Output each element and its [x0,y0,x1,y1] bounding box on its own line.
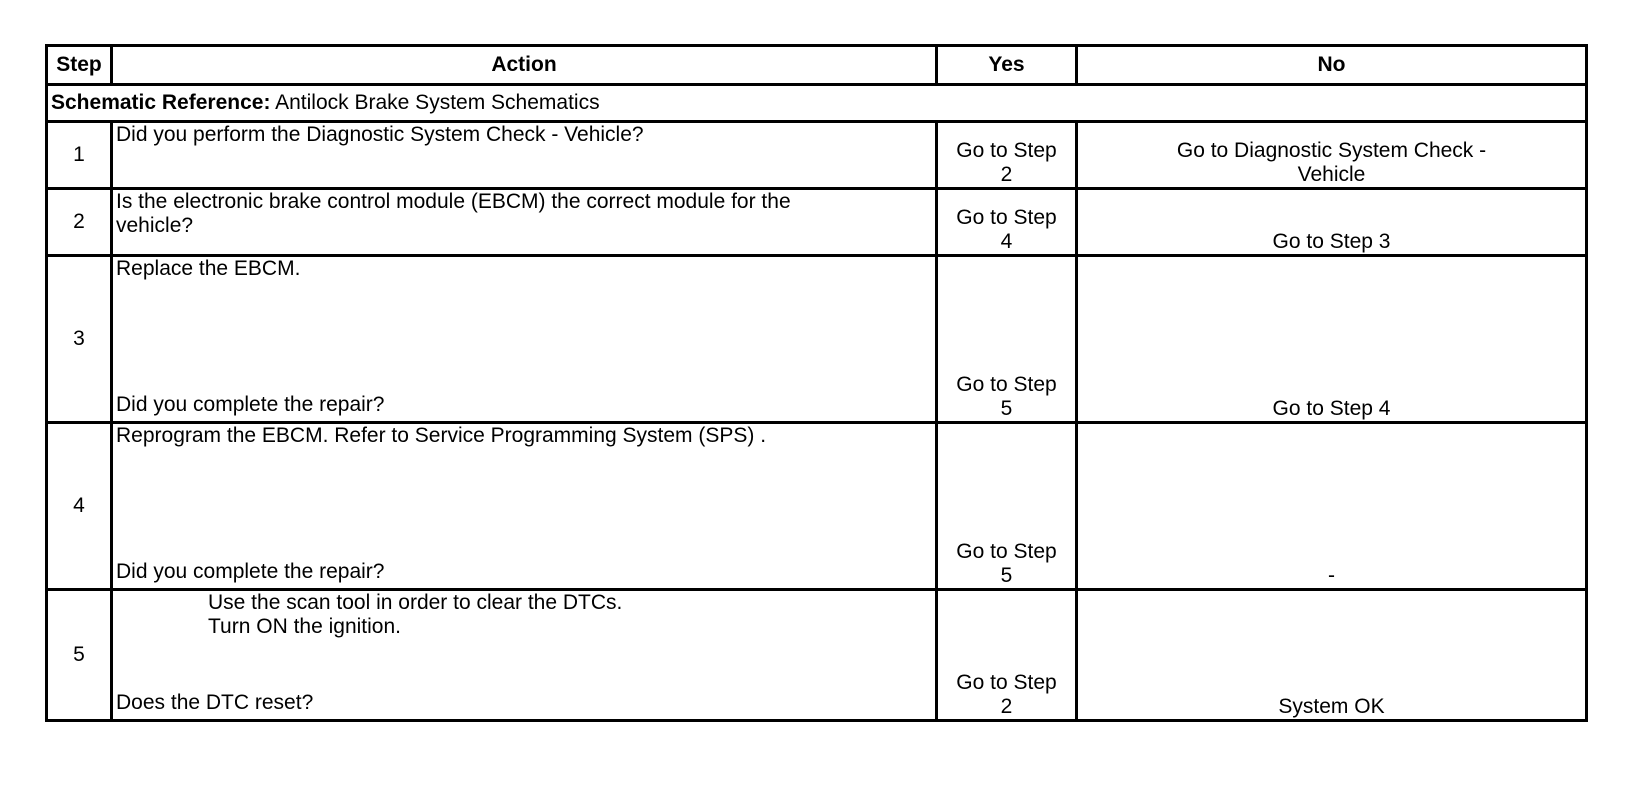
yes-step-number[interactable]: 5 [1000,564,1013,587]
action-cell [112,423,937,590]
step-number: 4 [47,423,112,590]
yes-link[interactable]: Go to Step [956,206,1057,229]
yes-link[interactable]: Go to Step [956,671,1057,694]
no-link[interactable]: Go to Step 4 [1272,397,1391,420]
action-substep: Turn ON the ignition. [208,615,401,638]
table-row [47,189,1587,256]
header-no: No [1077,46,1587,85]
table-row [47,590,1587,721]
table-row [47,256,1587,423]
action-question: Did you complete the repair? [116,560,385,583]
yes-link[interactable]: Go to Step [956,373,1057,396]
schematic-reference-row [47,85,1587,122]
yes-cell [937,189,1077,256]
no-link[interactable]: Go to Diagnostic System Check - [1176,139,1487,162]
header-row [47,46,1587,85]
yes-cell [937,122,1077,189]
action-text: Did you perform the Diagnostic System Check - Vehicle? [116,123,644,146]
action-text-continued: vehicle? [116,214,194,237]
no-cell [1077,122,1587,189]
diagnostic-table [45,44,1588,722]
step-number: 1 [47,122,112,189]
step-number: 2 [47,189,112,256]
action-question: Does the DTC reset? [116,691,314,714]
yes-link[interactable]: Go to Step [956,540,1057,563]
no-cell [1077,423,1587,590]
yes-step-number[interactable]: 4 [1000,230,1013,253]
no-link[interactable]: Go to Step 3 [1272,230,1391,253]
action-question: Did you complete the repair? [116,393,385,416]
no-cell [1077,590,1587,721]
action-cell [112,256,937,423]
no-value: System OK [1278,695,1385,718]
no-value: - [1328,564,1335,587]
header-step: Step [47,46,112,85]
schematic-reference [47,85,1587,122]
yes-cell [937,423,1077,590]
header-action: Action [112,46,937,85]
action-text: Replace the EBCM. [116,257,301,280]
no-link-continued[interactable]: Vehicle [1297,163,1366,186]
header-yes: Yes [937,46,1077,85]
no-cell [1077,189,1587,256]
action-cell [112,590,937,721]
action-cell [112,122,937,189]
action-text: Is the electronic brake control module (EBCM) the correct module for the [116,190,791,213]
yes-step-number[interactable]: 5 [1000,397,1013,420]
schematic-reference-label: Schematic Reference: [51,91,271,114]
yes-step-number[interactable]: 2 [1000,163,1013,186]
table-row [47,423,1587,590]
step-number: 3 [47,256,112,423]
schematic-reference-link[interactable]: Antilock Brake System Schematics [275,91,600,114]
no-cell [1077,256,1587,423]
yes-step-number[interactable]: 2 [1000,695,1013,718]
step-number: 5 [47,590,112,721]
yes-cell [937,590,1077,721]
action-substep: Use the scan tool in order to clear the DTCs. [208,591,623,614]
yes-cell [937,256,1077,423]
yes-link[interactable]: Go to Step [956,139,1057,162]
action-cell [112,189,937,256]
table-row [47,122,1587,189]
action-text: Reprogram the EBCM. Refer to Service Programming System (SPS) . [116,424,767,447]
